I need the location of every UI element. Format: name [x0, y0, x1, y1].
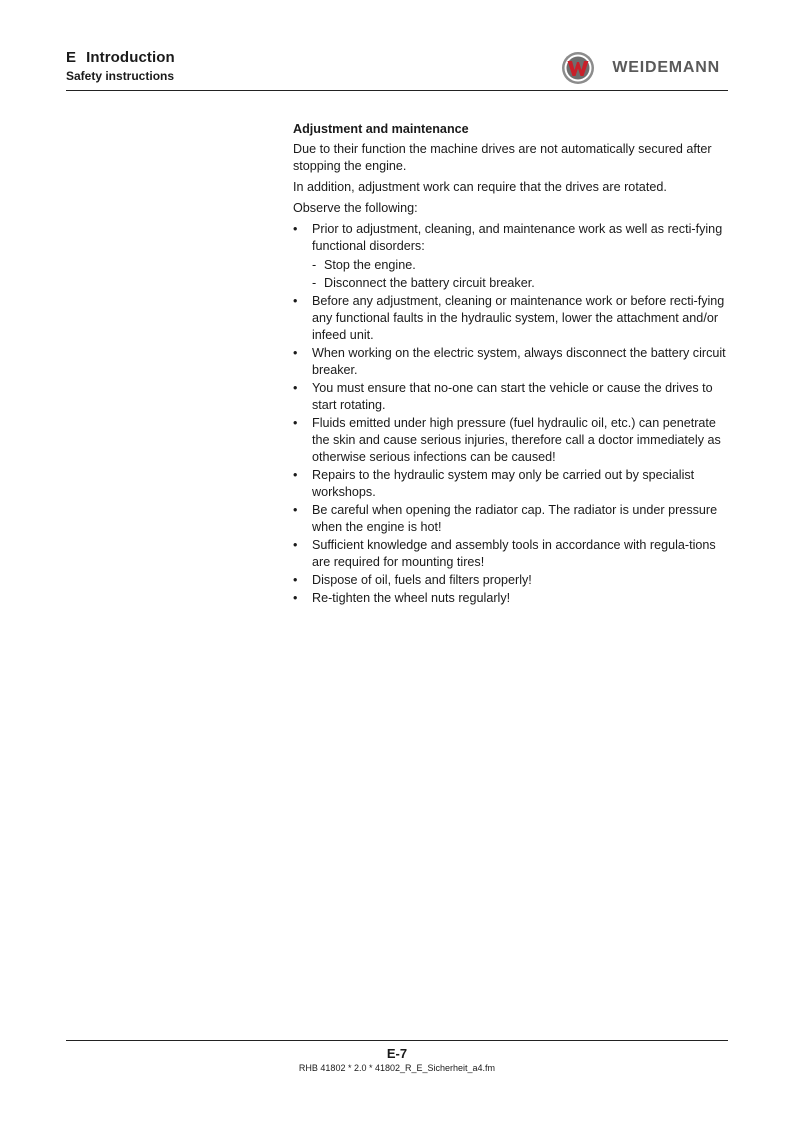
chapter-heading — [66, 49, 175, 66]
bullet-icon: • — [293, 503, 298, 517]
list-item — [293, 221, 733, 292]
list-item-text: Re-tighten the wheel nuts regularly! — [312, 591, 511, 605]
list-item — [293, 467, 733, 501]
list-item-text: When working on the electric system, always disconnect the battery circuit breaker. — [312, 346, 726, 377]
list-item-text: You must ensure that no-one can start the vehicle or cause the drives to start rotating. — [312, 381, 713, 412]
dash-icon: - — [312, 276, 317, 290]
list-item-text: Repairs to the hydraulic system may only be carried out by specialist workshops. — [312, 468, 695, 499]
brand-name: WEIDEMANN — [612, 59, 720, 76]
list-item — [293, 572, 733, 589]
footer-divider — [66, 1040, 728, 1041]
sub-list-item — [312, 257, 733, 274]
sub-list-item — [312, 275, 733, 292]
list-item-text: Be careful when opening the radiator cap. The radiator is under pressure when the engine is hot! — [312, 503, 718, 534]
paragraph: Due to their function the machine drives are not automatically secured after stopping the engine. — [293, 142, 712, 173]
bullet-icon: • — [293, 222, 298, 236]
dash-icon: - — [312, 258, 317, 272]
page-header — [66, 48, 728, 90]
bullet-icon: • — [293, 381, 298, 395]
sub-list — [312, 257, 733, 292]
main-content — [293, 121, 733, 608]
section-title: Safety instructions — [66, 69, 175, 83]
list-item-text: Prior to adjustment, cleaning, and maintenance work as well as recti-fying functional disorders: — [312, 222, 723, 253]
list-item-text: Sufficient knowledge and assembly tools in accordance with regula-tions are required for mounting tires! — [312, 538, 716, 569]
list-item — [293, 590, 733, 607]
weidemann-logo — [560, 51, 720, 85]
chapter-letter: E — [66, 49, 77, 66]
list-item — [293, 537, 733, 571]
header-divider — [66, 90, 728, 91]
list-item — [293, 345, 733, 379]
paragraph: In addition, adjustment work can require that the drives are rotated. — [293, 180, 667, 194]
list-item-text: Before any adjustment, cleaning or maintenance work or before recti-fying any functional faults in the hydraulic system, lower the attachment and/or infeed unit. — [312, 294, 725, 342]
weidemann-emblem-icon — [560, 51, 596, 85]
page-number: E-7 — [386, 1046, 408, 1061]
document-reference: RHB 41802 * 2.0 * 41802_R_E_Sicherheit_a4.fm — [298, 1063, 496, 1073]
list-item — [293, 380, 733, 414]
bullet-icon: • — [293, 591, 298, 605]
chapter-title: Introduction — [86, 49, 175, 66]
sub-list-item-text: Stop the engine. — [324, 258, 416, 272]
sub-list-item-text: Disconnect the battery circuit breaker. — [324, 276, 535, 290]
bullet-icon: • — [293, 294, 298, 308]
bullet-icon: • — [293, 416, 298, 430]
bullet-icon: • — [293, 468, 298, 482]
bullet-icon: • — [293, 346, 298, 360]
list-item — [293, 415, 733, 466]
list-item-text: Fluids emitted under high pressure (fuel hydraulic oil, etc.) can penetrate the skin and cause serious injuries, therefore call a doctor immediately as otherwise serious infections can be caused! — [312, 416, 721, 464]
list-item — [293, 502, 733, 536]
bullet-icon: • — [293, 573, 298, 587]
section-heading: Adjustment and maintenance — [293, 122, 469, 136]
paragraph: Observe the following: — [293, 201, 418, 215]
bullet-icon: • — [293, 538, 298, 552]
list-item-text: Dispose of oil, fuels and filters properly! — [312, 573, 532, 587]
list-item — [293, 293, 733, 344]
safety-bullet-list — [293, 221, 733, 607]
